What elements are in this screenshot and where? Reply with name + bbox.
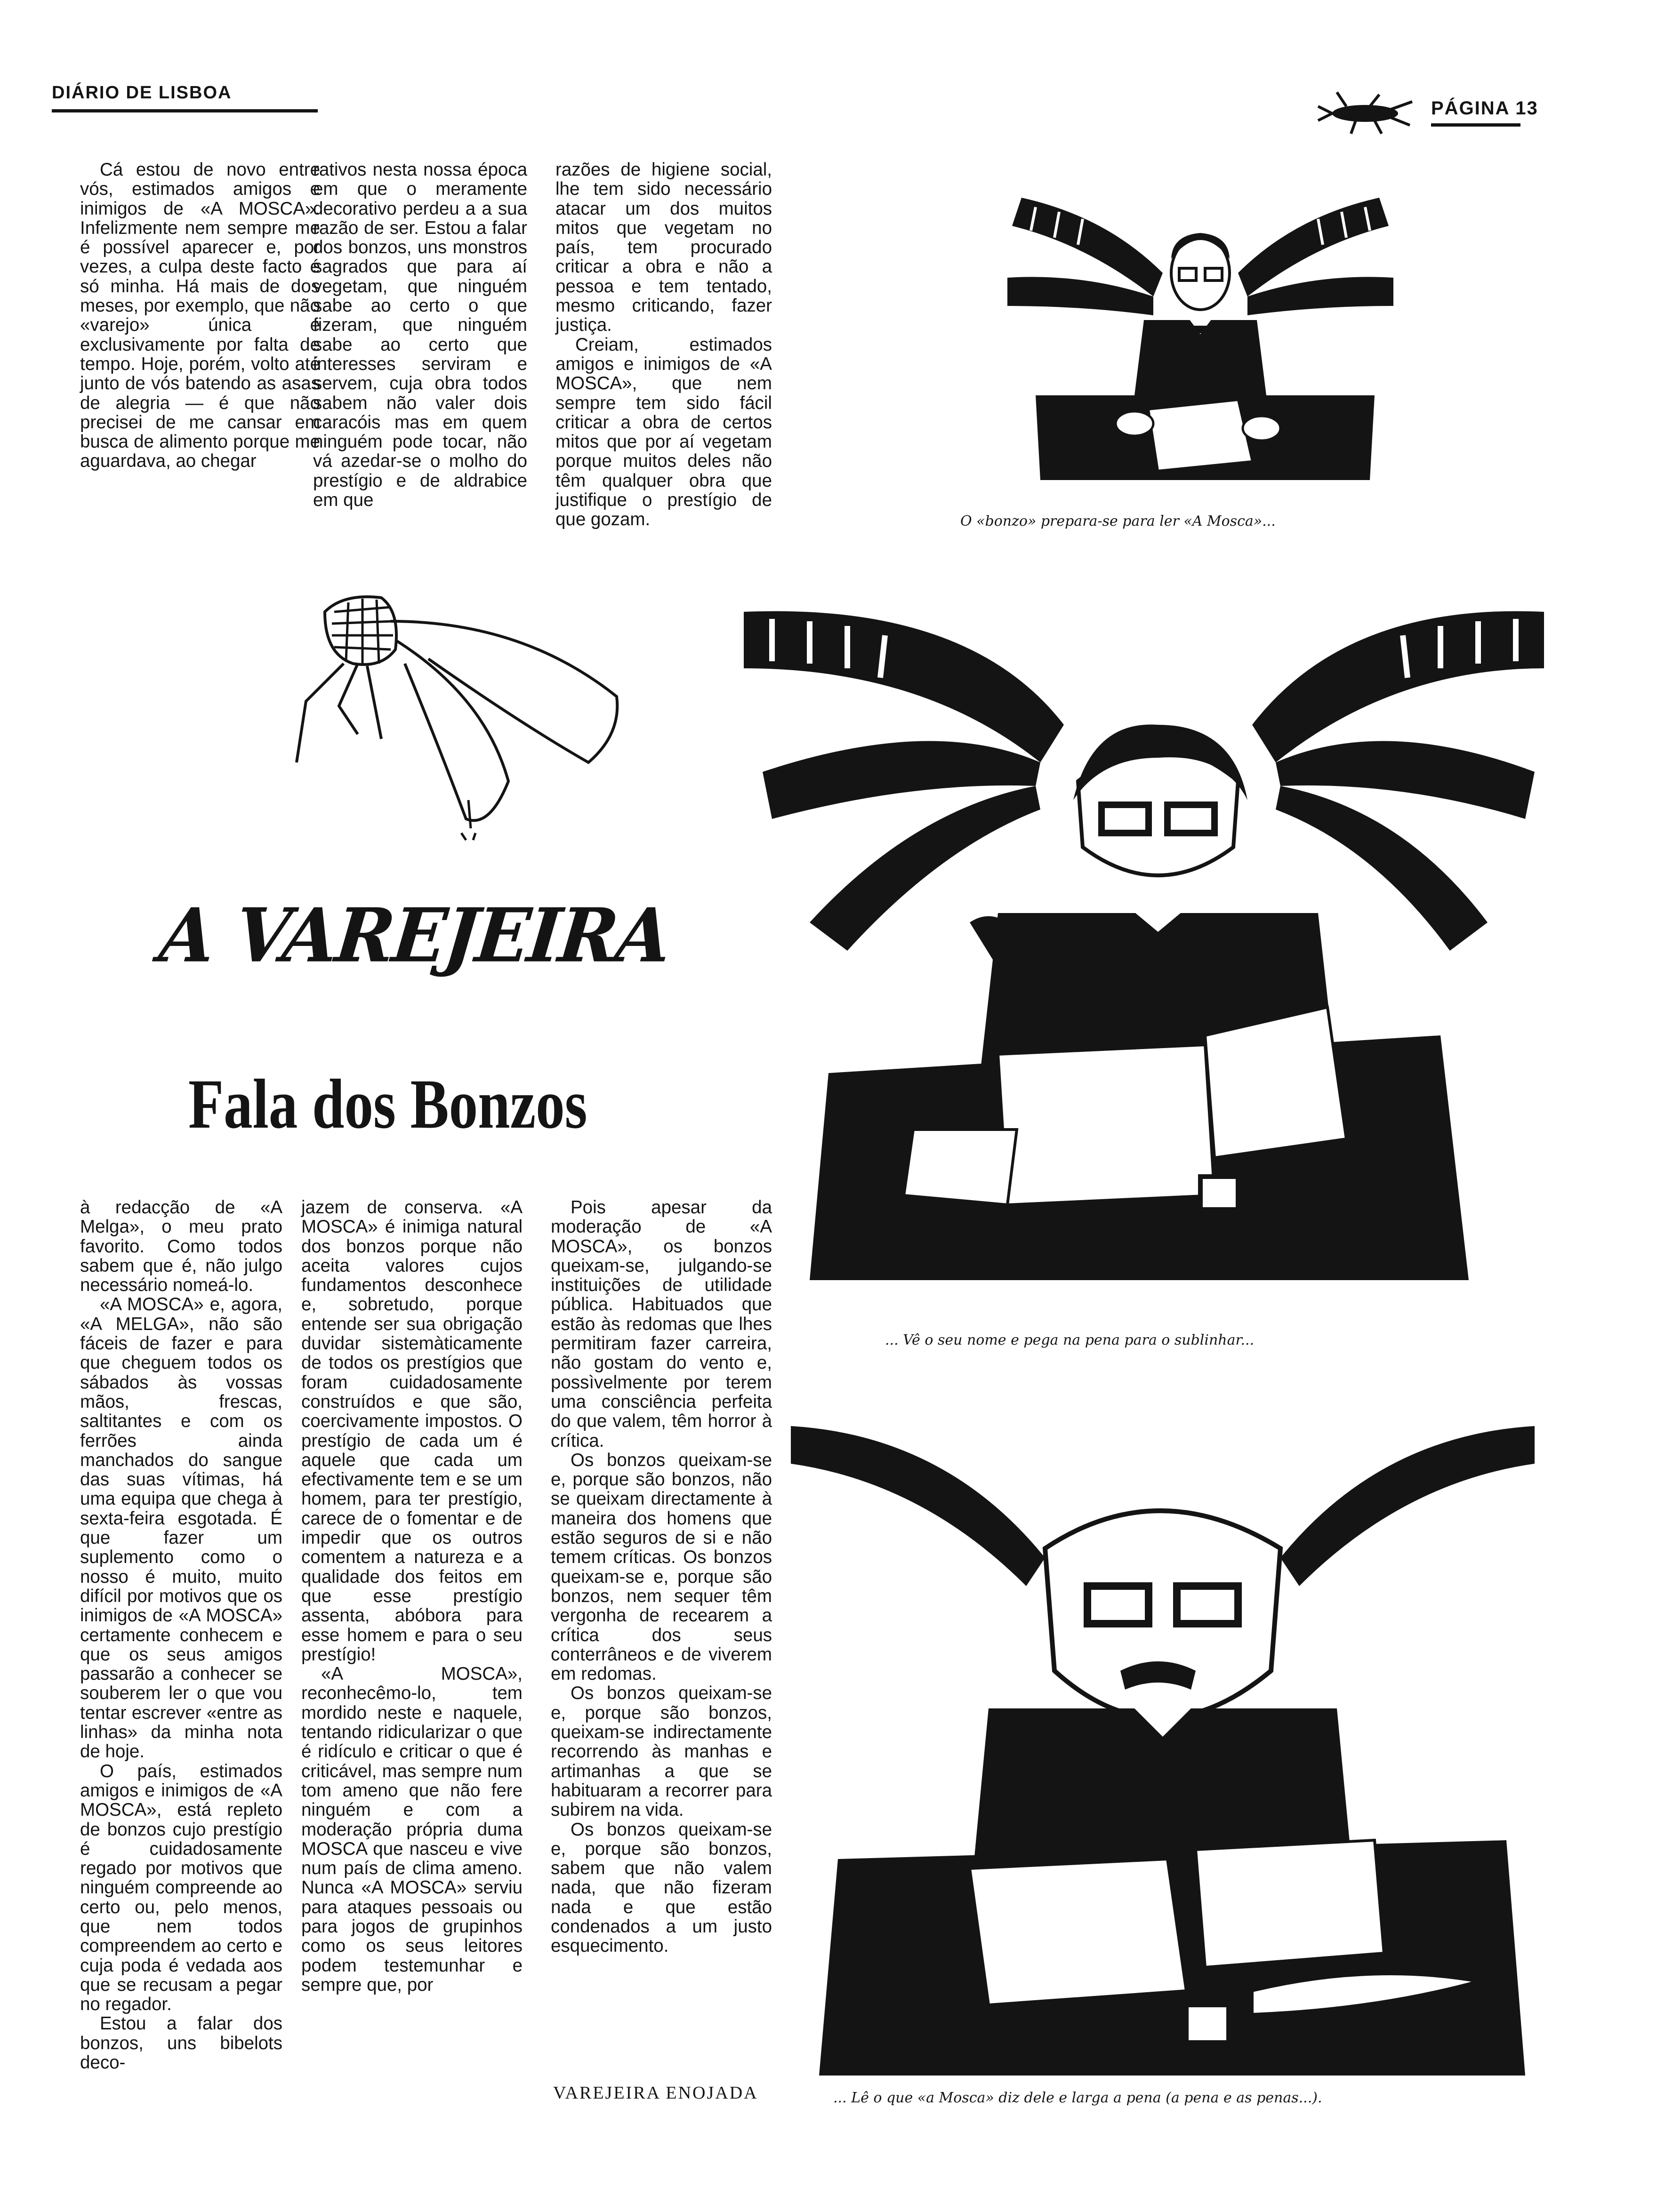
bottom-column-3 <box>551 1198 772 1956</box>
newspaper-name: DIÁRIO DE LISBOA <box>52 83 232 103</box>
paragraph: Cá estou de novo entre vós, estimados amigos e inimigos de «A MOSCA». Infelizmente nem sempre me é possível aparecer e, por vezes, a culpa deste facto é só minha. Há mais de dos meses, por exemplo, que não «varejo» única e exclusivamente por falta de tempo. Hoje, porém, volto até junto de vós batendo as asas de alegria — é que não precisei de me cansar em busca de alimento porque me aguardava, ao chegar <box>80 160 320 472</box>
paragraph: Estou a falar dos bonzos, uns bibelots deco- <box>80 2013 282 2073</box>
paragraph: Creiam, estimados amigos e inimigos de «A MOSCA», que nem sempre tem sido fácil criticar a obra de certos mitos que por aí vegetam porque muitos deles não têm qualquer obra que justifique o prestígio de que gozam. <box>555 334 772 530</box>
winged-bonzo-illustration <box>734 584 1553 1290</box>
header-rule-left <box>52 109 318 112</box>
top-column-3 <box>555 160 772 529</box>
header-rule-right <box>1431 123 1520 127</box>
page-number: PÁGINA 13 <box>1431 98 1538 119</box>
fly-icon <box>1318 92 1412 135</box>
top-column-1 <box>80 160 320 471</box>
paragraph: rativos nesta nossa época em que o meramente decorativo perdeu a a sua razão de ser. Estou a falar dos bonzos, uns monstros sagrados que para aí vegetam, que ninguém sabe ao certo o que fizeram, que ninguém sabe ao certo que interesses serviram e servem, cuja obra todos sabem não valer dois caracóis mas em quem ninguém pode tocar, não vá azedar-se o molho do prestígio e de aldrabice em que <box>313 160 527 511</box>
paragraph: Os bonzos queixam-se e, porque são bonzos, sabem que não valem nada, que não fizeram nada e que estão condenados a um justo esquecimento. <box>551 1819 772 1956</box>
paragraph: Os bonzos queixam-se e, porque são bonzos, não se queixam directamente à maneira dos homens que estão seguros de si e não temem críticas. Os bonzos queixam-se e, porque são bonzos, nem sequer têm vergonha de recearem a crítica dos seus conterrâneos e de viverem em redomas. <box>551 1450 772 1684</box>
winged-bonzo-illustration <box>781 1407 1544 2080</box>
paragraph: razões de higiene social, lhe tem sido necessário atacar um dos muitos mitos que vegetam no país, tem procurado criticar a obra e não a pessoa e tem tentado, mesmo criticando, fazer justiça. <box>555 160 772 336</box>
paragraph: O país, estimados amigos e inimigos de «A MOSCA», está repleto de bonzos cujo prestígio é cuidadosamente regado por motivos que ninguém compreende ao certo ou, pelo menos, que nem todos compreendem ao certo e cuja poda é vedada aos que se recusam a pegar no regador. <box>80 1761 282 2015</box>
paragraph: à redacção de «A Melga», o meu prato favorito. Como todos sabem que é, não julgo necessário nomeá-lo. <box>80 1197 282 1296</box>
bottom-column-1 <box>80 1198 282 2072</box>
caption-first: O «bonzo» prepara-se para ler «A Mosca»... <box>960 513 1276 529</box>
paragraph: «A MOSCA», reconhecêmo-lo, tem mordido neste e naquele, tentando ridicularizar o que é ridículo e criticar o que é criticável, mas sempre num tom ameno que não fere ninguém e com a moderação própria duma MOSCA que nasceu e vive num país de clima ameno. Nunca «A MOSCA» serviu para ataques pessoais ou para jogos de grupinhos como os seus leitores podem testemunhar e sempre que, por <box>301 1664 523 1995</box>
winged-bonzo-illustration <box>965 179 1436 499</box>
paragraph: «A MOSCA» e, agora, «A MELGA», não são fáceis de fazer e para que cheguem todos os sábados às vossas mãos, frescas, saltitantes e com os ferrões ainda manchados do sangue das suas vítimas, há uma equipa que chega à sexta-feira esgotada. É que fazer um suplemento como o nosso é muito, muito difícil por motivos que os inimigos de «A MOSCA» certamente conhecem e que os seus amigos passarão a conhecer se souberem ler o que vou tentar escrever «entre as linhas» da minha nota de hoje. <box>80 1294 282 1762</box>
fly-drawing <box>287 584 626 847</box>
caption-second: ... Vê o seu nome e pega na pena para o sublinhar... <box>885 1332 1255 1348</box>
paragraph: Pois apesar da moderação de «A MOSCA», os bonzos queixam-se, julgando-se instituições de utilidade pública. Habituados que estão às redomas que lhes permitiram fazer carreira, não gostam do vento e, possìvelmente por terem uma consciência perfeita do que valem, têm horror à crítica. <box>551 1197 772 1451</box>
caption-third: ... Lê o que «a Mosca» diz dele e larga a pena (a pena e as penas...). <box>833 2090 1322 2106</box>
paragraph: jazem de conserva. «A MOSCA» é inimiga natural dos bonzos porque não aceita valores cujos fundamentos desconhece e, sobretudo, porque entende ser sua obrigação duvidar sistemàticamente de todos os prestígios que foram cuidadosamente construídos e que são, coercivamente impostos. O prestígio de cada um é aquele que cada um efectivamente tem e se um homem, para ter prestígio, carece de o fomentar e de impedir que os outros comentem a natureza e a qualidade dos feitos em que esse prestígio assenta, abóbora para esse homem e para o seu prestígio! <box>301 1197 523 1665</box>
paragraph: Os bonzos queixam-se e, porque são bonzos, queixam-se indirectamente recorrendo às manhas e artimanhas a que se habituaram a recorrer para subirem na vida. <box>551 1683 772 1820</box>
top-column-2 <box>313 160 527 510</box>
section-kicker: A VAREJEIRA <box>155 892 674 979</box>
signature: VAREJEIRA ENOJADA <box>553 2083 758 2103</box>
bottom-column-2 <box>301 1198 523 1995</box>
headline: Fala dos Bonzos <box>188 1065 587 1143</box>
